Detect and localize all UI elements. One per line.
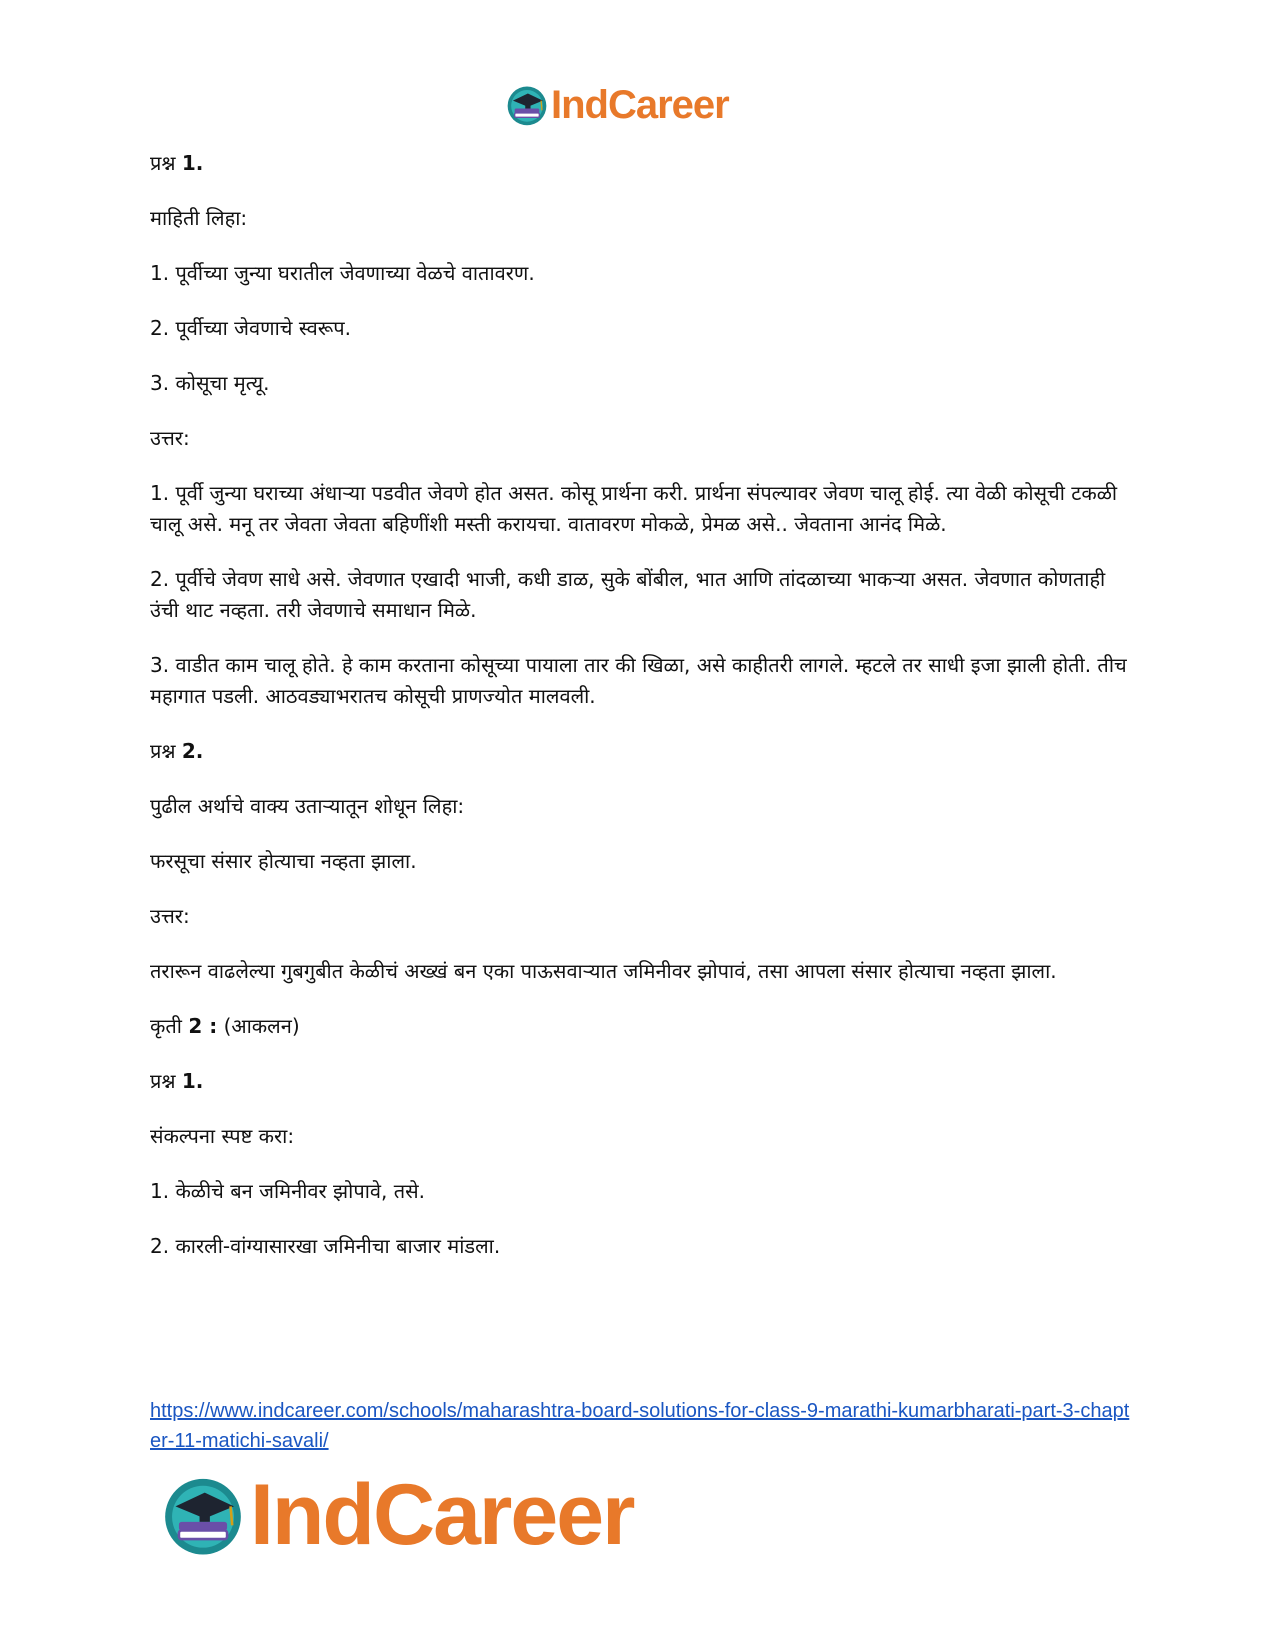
question-number: 1. (181, 1069, 204, 1093)
activity-number: 2 : (188, 1014, 218, 1038)
source-url-link[interactable]: https://www.indcareer.com/schools/maharashtra-board-solutions-for-class-9-marathi-kumarbharati-part-3-chapter-11-matichi-savali/ (150, 1400, 1130, 1452)
question-number: 2. (181, 739, 204, 763)
list-item: 2. पूर्वीच्या जेवणाचे स्वरूप. (150, 316, 351, 340)
logo-wordmark: IndCareer (250, 1467, 634, 1563)
document-body (150, 148, 1130, 1286)
activity-label: कृती (150, 1014, 182, 1038)
question-heading (150, 1066, 1130, 1097)
question-label: प्रश्न (150, 151, 176, 175)
answer-paragraph: 3. वाडीत काम चालू होते. हे काम करताना कोसूच्या पायाला तार की खिळा, असे काहीतरी लागले. म्हटले तर साधी इजा झाली होती. तीच महागात पडली. आठवड्याभरातच कोसूची प्राणज्योत मालवली. (150, 653, 1127, 708)
list-item: 1. केळीचे बन जमिनीवर झोपावे, तसे. (150, 1179, 425, 1203)
question-heading (150, 736, 1130, 767)
graduate-book-icon (160, 1472, 246, 1558)
logo-wordmark: IndCareer (551, 83, 729, 127)
list-item: 2. कारली-वांग्यासारखा जमिनीचा बाजार मांडला. (150, 1234, 501, 1258)
answer-label: उत्तर: (150, 904, 190, 928)
question-label: प्रश्न (150, 739, 176, 763)
footer-logo (160, 1465, 634, 1565)
question-prompt: माहिती लिहा: (150, 206, 248, 230)
question-label: प्रश्न (150, 1069, 176, 1093)
question-prompt: संकल्पना स्पष्ट करा: (150, 1124, 295, 1148)
activity-heading (150, 1011, 1130, 1042)
header-logo (505, 80, 729, 130)
graduate-book-icon (505, 83, 549, 127)
answer-paragraph: 2. पूर्वीचे जेवण साधे असे. जेवणात एखादी भाजी, कधी डाळ, सुके बोंबील, भात आणि तांदळाच्या भाकऱ्या असत. जेवणात कोणताही उंची थाट नव्हता. तरी जेवणाचे समाधान मिळे. (150, 567, 1106, 622)
list-item: 1. पूर्वीच्या जुन्या घरातील जेवणाच्या वेळचे वातावरण. (150, 261, 535, 285)
question-prompt: पुढील अर्थाचे वाक्य उताऱ्यातून शोधून लिहा: (150, 794, 465, 818)
activity-description: (आकलन) (223, 1014, 300, 1038)
question-number: 1. (181, 151, 204, 175)
question-sentence: फरसूचा संसार होत्याचा नव्हता झाला. (150, 849, 417, 873)
list-item: 3. कोसूचा मृत्यू. (150, 371, 270, 395)
answer-label: उत्तर: (150, 426, 190, 450)
answer-paragraph: 1. पूर्वी जुन्या घराच्या अंधाऱ्या पडवीत जेवणे होत असत. कोसू प्रार्थना करी. प्रार्थना संपल्यावर जेवण चालू होई. त्या वेळी कोसूची टकळी चालू असे. मनू तर जेवता जेवता बहिणींशी मस्ती करायचा. वातावरण मोकळे, प्रेमळ असे.. जेवताना आनंद मिळे. (150, 481, 1118, 536)
question-heading (150, 148, 1130, 179)
answer-paragraph: तरारून वाढलेल्या गुबगुबीत केळीचं अख्खं बन एका पाऊसवाऱ्यात जमिनीवर झोपावं, तसा आपला संसार होत्याचा नव्हता झाला. (150, 959, 1057, 983)
